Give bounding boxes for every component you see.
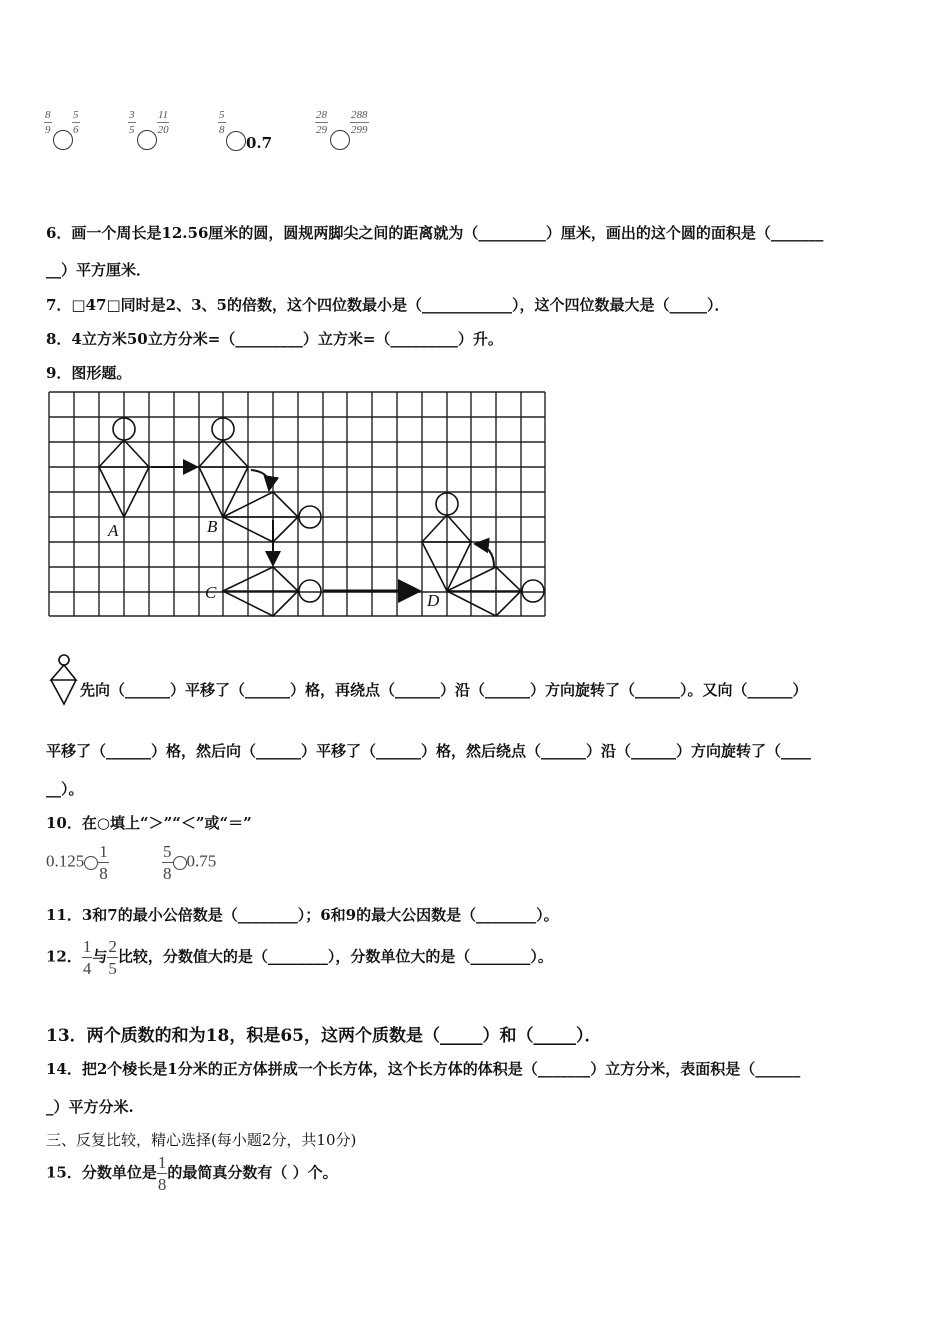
q8-line: 8．4立方米50立方分米=（_________）立方米=（_________）升。 [46,330,503,348]
q6-line2: __）平方厘米． [46,261,152,279]
q5-item4-left: $\frac{28}{29}$ [316,109,327,136]
q10-title: 10．在○填上“＞”“＜”或“＝” [46,814,252,832]
q9-line3: __）。 [46,780,84,798]
q9-line2: 平移了（______）格，然后向（______）平移了（______）格，然后绕点（______）沿（______）方向旋转了（____ [46,742,812,760]
q5-item2-left: $\frac{3}{5}$ [129,109,135,136]
q7-line: 7．□47□同时是2、3、5的倍数，这个四位数最小是（____________），这个四位数最大是（_____）． [46,296,730,314]
q6-line1: 6．画一个周长是12.56厘米的圆，圆规两脚尖之间的距离就为（_________）厘米，画出的这个圆的面积是（_______ [46,224,824,242]
q9-line1: 先向（______）平移了（______）格，再绕点（______）沿（______）方向旋转了（______）。又向（______） [80,681,808,699]
label-a: A [108,521,119,540]
label-d: D [427,591,440,610]
q15-line: 15．分数单位是 $\frac{1}{8}$ 的最简真分数有（ ）个。 [46,1153,338,1194]
compare-circle[interactable] [53,130,73,150]
q5-item3-right: 0.7 [246,134,273,152]
compare-circle[interactable] [173,856,187,870]
q5-item4-right: $\frac{288}{299}$ [351,109,368,136]
q12-line: 12． $\frac{1}{4}$ 与 $\frac{2}{5}$ 比较，分数值大的是（________），分数单位大的是（________）。 [46,937,553,978]
q5-item2-right: $\frac{11}{20}$ [157,109,169,136]
grid-figure [47,390,547,618]
compare-circle[interactable] [226,131,246,151]
figure-d [422,493,544,616]
q5-item1-left: $\frac{8}{9}$ [45,109,51,136]
q5-item3-left: $\frac{5}{8}$ [219,109,225,136]
grid-lines [49,392,545,616]
q10-item-b: $\frac{5}{8}$ 0.75 [163,842,217,883]
label-b: B [207,517,218,536]
q14-line1: 14．把2个棱长是1分米的正方体拼成一个长方体，这个长方体的体积是（_______）立方分米，表面积是（______ [46,1060,801,1078]
compare-circle[interactable] [137,130,157,150]
section-3-heading: 三、反复比较，精心选择(每小题2分，共10分) [46,1131,357,1149]
q14-line2: _）平方分米. [46,1098,134,1116]
q10-item-a: 0.125 $\frac{1}{8}$ [46,842,108,883]
q5-item1-right: $\frac{5}{6}$ [73,109,79,136]
q13-line: 13．两个质数的和为18，积是65，这两个质数是（_____）和（_____）． [46,1026,602,1046]
q9-title: 9．图形题。 [46,364,132,382]
label-c: C [205,583,217,602]
compare-circle[interactable] [330,130,350,150]
q11-line: 11．3和7的最小公倍数是（________）；6和9的最大公因数是（________）。 [46,906,559,924]
small-figure-icon [47,653,81,707]
compare-circle[interactable] [84,856,98,870]
